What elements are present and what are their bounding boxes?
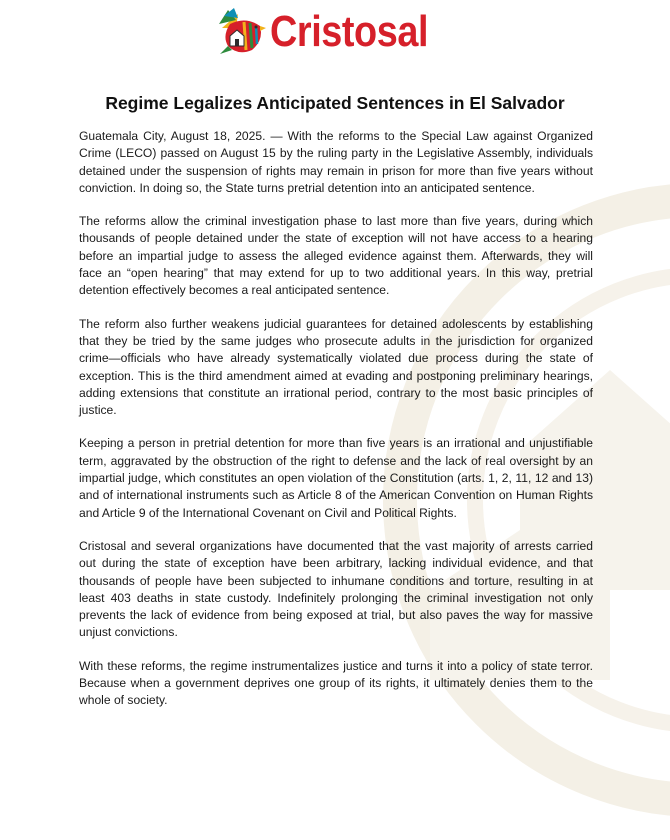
paragraph: Keeping a person in pretrial detention for more than five years is an irrational and unjustifiable term, aggravated by the obstruction of the right to defense and the lack of real oversight by an impartial judge, which constitutes an open violation of the Constitution (arts. 1, 2, 11, 12 and 13) and of international instruments such as Article 8 of the American Convention on Human Rights and Article 9 of the International Covenant on Civil and Political Rights. [79, 436, 593, 520]
bird-emblem-icon [216, 6, 268, 58]
paragraph: The reform also further weakens judicial guarantees for detained adolescents by establishing that they be tried by the same judges who prosecute adults in the jurisdiction for organized crime—officials who have already systematically violated due process during the state of exception. This is the third amendment aimed at evading and postponing preliminary hearings, adding extensions that constitute an irrational period, contrary to the most basic principles of justice. [79, 316, 593, 418]
header [0, 6, 670, 58]
article-body [79, 128, 593, 726]
paragraph: Cristosal and several organizations have documented that the vast majority of arrests carried out during the state of exception have been arbitrary, lacking individual evidence, and that thousands of people have been subjected to inhumane conditions and torture, resulting in at least 403 deaths in state custody. Indefinitely prolonging the criminal investigation not only prevents the lack of evidence from being exposed at trial, but also paves the way for massive unjust convictions. [79, 538, 593, 640]
paragraph: With these reforms, the regime instrumentalizes justice and turns it into a policy of state terror. Because when a government deprives one group of its rights, it ultimately denies them to the whole of society. [79, 658, 593, 708]
page-title: Regime Legalizes Anticipated Sentences in El Salvador [105, 93, 565, 113]
paragraph: The reforms allow the criminal investigation phase to last more than five years, during which thousands of people detained under the state of exception will not have access to a hearing before an impartial judge to assess the alleged evidence against them. Afterwards, they will face an “open hearing” that may extend for up to two additional years. In this way, pretrial detention effectively becomes a real anticipated sentence. [79, 214, 593, 298]
paragraph: Guatemala City, August 18, 2025. — With the reforms to the Special Law against Organized Crime (LECO) passed on August 15 by the ruling party in the Legislative Assembly, individuals detained under the suspension of rights may remain in prison for more than five years without conviction. In doing so, the State turns pretrial detention into an anticipated sentence. [79, 129, 593, 195]
cristosal-logo [216, 6, 454, 58]
logo-wordmark: Cristosal [270, 7, 429, 56]
